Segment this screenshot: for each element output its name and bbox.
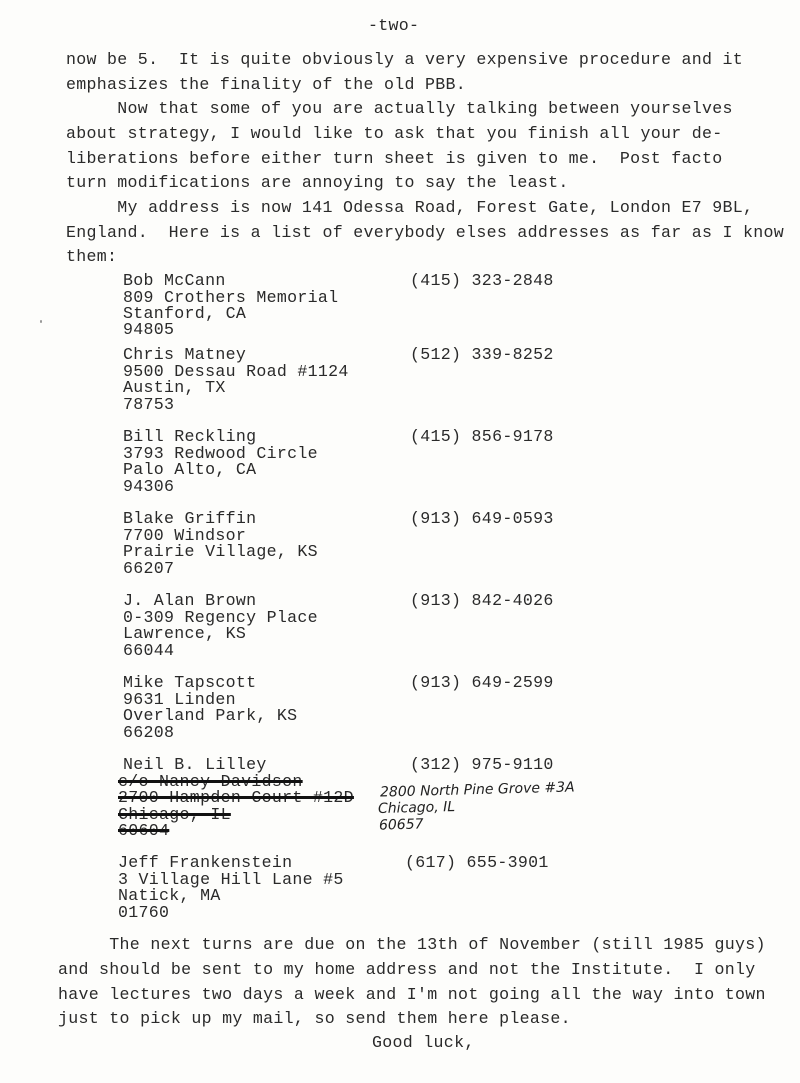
contact-phone: (913) 842-4026 xyxy=(410,591,554,610)
text-line: emphasizes the finality of the old PBB. xyxy=(66,75,467,94)
contact-address-line: 94805 xyxy=(123,320,175,339)
text-line: England. Here is a list of everybody elses addresses as far as I know xyxy=(66,223,785,242)
contact-phone: (913) 649-2599 xyxy=(410,673,554,692)
contact-address-line: Lawrence, KS xyxy=(123,624,247,643)
contact-address-line: Palo Alto, CA xyxy=(123,460,257,479)
text-line: them: xyxy=(66,247,118,266)
contact-phone: (312) 975-9110 xyxy=(410,755,554,774)
text-line: have lectures two days a week and I'm not going all the way into town xyxy=(58,985,766,1004)
contact-address-line: 9631 Linden xyxy=(123,690,236,709)
text-line: turn modifications are annoying to say the least. xyxy=(66,173,569,192)
paper-speck xyxy=(40,320,42,323)
contact-address-line: 01760 xyxy=(118,903,170,922)
contact-address-line: 809 Crothers Memorial xyxy=(123,288,339,307)
contact-address-line: Natick, MA xyxy=(118,886,221,905)
contact-phone: (617) 655-3901 xyxy=(405,853,549,872)
contact-address-line: Austin, TX xyxy=(123,378,226,397)
contact-address-line: 0-309 Regency Place xyxy=(123,608,318,627)
struck-address-line: 60604 xyxy=(118,821,170,840)
contact-name: Jeff Frankenstein xyxy=(118,853,293,872)
text-line: My address is now 141 Odessa Road, Forest Gate, London E7 9BL, xyxy=(66,198,754,217)
contact-address-line: 94306 xyxy=(123,477,175,496)
contact-phone: (415) 856-9178 xyxy=(410,427,554,446)
text-line: just to pick up my mail, so send them here please. xyxy=(58,1009,571,1028)
struck-address-line: c/o Nancy Davidson xyxy=(118,772,303,791)
handwritten-address-line: Chicago, IL xyxy=(377,798,456,818)
contact-name: Mike Tapscott xyxy=(123,673,257,692)
contact-address-line: 3 Village Hill Lane #5 xyxy=(118,870,344,889)
text-line: about strategy, I would like to ask that you finish all your de- xyxy=(66,124,723,143)
contact-phone: (512) 339-8252 xyxy=(410,345,554,364)
contact-address-line: Prairie Village, KS xyxy=(123,542,318,561)
contact-address-line: 66208 xyxy=(123,723,175,742)
struck-address-line: 2700 Hampden Court #12D xyxy=(118,788,354,807)
contact-name: Chris Matney xyxy=(123,345,247,364)
contact-address-line: Overland Park, KS xyxy=(123,706,298,725)
contact-address-line: 9500 Dessau Road #1124 xyxy=(123,362,349,381)
contact-name: Bill Reckling xyxy=(123,427,257,446)
text-line: Now that some of you are actually talking between yourselves xyxy=(66,99,733,118)
contact-name: Neil B. Lilley xyxy=(123,755,267,774)
contact-address-line: 7700 Windsor xyxy=(123,526,247,545)
contact-address-line: 66207 xyxy=(123,559,175,578)
contact-phone: (415) 323-2848 xyxy=(410,271,554,290)
text-line: liberations before either turn sheet is given to me. Post facto xyxy=(66,149,723,168)
text-line: now be 5. It is quite obviously a very expensive procedure and it xyxy=(66,50,744,69)
text-line: and should be sent to my home address and not the Institute. I only xyxy=(58,960,756,979)
page-number: -two- xyxy=(368,16,420,35)
contact-address-line: Stanford, CA xyxy=(123,304,247,323)
contact-address-line: 78753 xyxy=(123,395,175,414)
handwritten-address-line: 60657 xyxy=(378,816,424,834)
contact-name: Bob McCann xyxy=(123,271,226,290)
contact-address-line: 3793 Redwood Circle xyxy=(123,444,318,463)
struck-address-line: Chicago, IL xyxy=(118,805,231,824)
signoff: Good luck, xyxy=(372,1033,475,1052)
contact-name: Blake Griffin xyxy=(123,509,257,528)
handwritten-address-line: 2800 North Pine Grove #3A xyxy=(379,779,575,801)
contact-phone: (913) 649-0593 xyxy=(410,509,554,528)
text-line: The next turns are due on the 13th of November (still 1985 guys) xyxy=(58,935,766,954)
contact-address-line: 66044 xyxy=(123,641,175,660)
contact-name: J. Alan Brown xyxy=(123,591,257,610)
